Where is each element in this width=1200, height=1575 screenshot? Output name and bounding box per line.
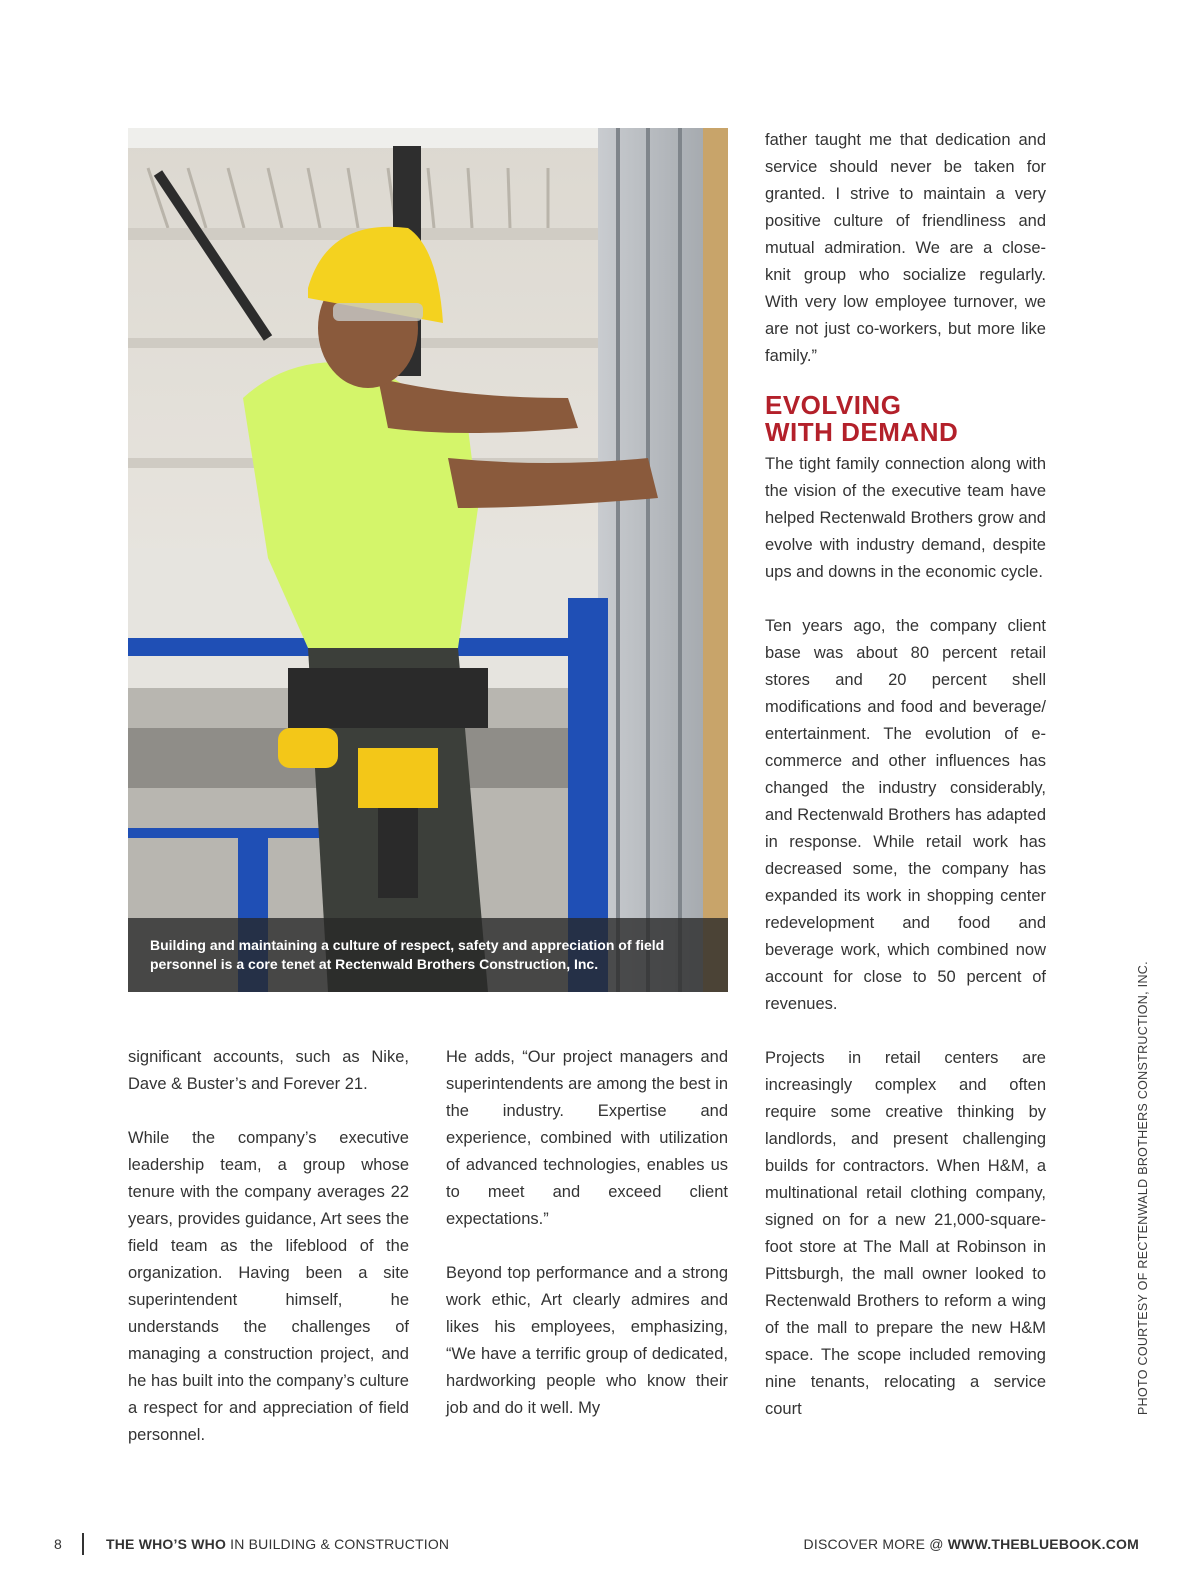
paragraph: The tight family connection along with the vision of the executive team have helped Rectenwald Brothers grow and evolve with industry demand, despite ups and downs in the economic cycle. <box>765 455 1046 581</box>
paragraph: father taught me that dedication and service should never be taken for granted. I strive to maintain a very positive culture of friendliness and mutual admiration. We are a close-knit group who socialize regularly. With very low employee turnover, we are not just co-workers, but more like family.” <box>765 131 1046 365</box>
photo-caption: Building and maintaining a culture of respect, safety and appreciation of field personnel is a core tenet at Rectenwald Brothers Construction, Inc. <box>150 937 665 972</box>
website-link[interactable]: WWW.THEBLUEBOOK.COM <box>947 1536 1139 1552</box>
feature-photo <box>128 128 728 992</box>
paragraph: Beyond top performance and a strong work ethic, Art clearly admires and likes his employees, emphasizing, “We have a terrific group of dedicated, hardworking people who know their job and do it well. My <box>446 1264 728 1417</box>
article-column-3-intro <box>765 127 1046 370</box>
publication-title-rest: IN BUILDING & CONSTRUCTION <box>226 1536 450 1552</box>
article-column-3-body <box>765 451 1046 1423</box>
page-number: 8 <box>54 1536 62 1552</box>
section-heading-line-2: WITH DEMAND <box>765 417 959 447</box>
discover-prefix: DISCOVER MORE @ <box>803 1536 948 1552</box>
paragraph: Projects in retail centers are increasingly complex and often require some creative thinking by landlords, and present challenging builds for contractors. When H&M, a multinational retail clothing company, signed on for a new 21,000-square-foot store at The Mall at Robinson in Pittsburgh, the mall owner looked to Rectenwald Brothers to reform a wing of the mall to prepare the new H&M space. The scope included removing nine tenants, relocating a service court <box>765 1049 1046 1418</box>
photo-caption-bar <box>128 918 728 992</box>
section-heading <box>765 392 1055 446</box>
paragraph: While the company’s executive leadership team, a group whose tenure with the company averages 22 years, provides guidance, Art sees the field team as the lifeblood of the organization. Having been a site superintendent himself, he understands the challenges of managing a construction project, and he has built into the company’s culture a respect for and appreciation of field personnel. <box>128 1129 409 1444</box>
paragraph: He adds, “Our project managers and superintendents are among the best in the industry. Expertise and experience, combined with utilization of advanced technologies, enables us to meet and exceed client expectations.” <box>446 1048 728 1228</box>
discover-more <box>804 1536 1139 1552</box>
article-column-1 <box>128 1044 409 1449</box>
paragraph: Ten years ago, the company client base was about 80 percent retail stores and 20 percent shell modifications and food and beverage/ entertainment. The evolution of e-commerce and other influences has changed the industry considerably, and Rectenwald Brothers has adapted in response. While retail work has decreased some, the company has expanded its work in shopping center redevelopment and food and beverage work, which combined now account for close to 50 percent of revenues. <box>765 617 1046 1013</box>
page-footer <box>0 1530 1200 1560</box>
photo-credit: PHOTO COURTESY OF RECTENWALD BROTHERS CONSTRUCTION, INC. <box>1136 961 1150 1415</box>
construction-worker-illustration <box>128 128 728 992</box>
publication-title-bold: THE WHO’S WHO <box>106 1536 227 1552</box>
article-column-2 <box>446 1044 728 1422</box>
section-heading-line-1: EVOLVING <box>765 390 902 420</box>
footer-divider <box>82 1533 84 1555</box>
paragraph: significant accounts, such as Nike, Dave & Buster’s and Forever 21. <box>128 1048 409 1093</box>
publication-title <box>106 1536 449 1552</box>
